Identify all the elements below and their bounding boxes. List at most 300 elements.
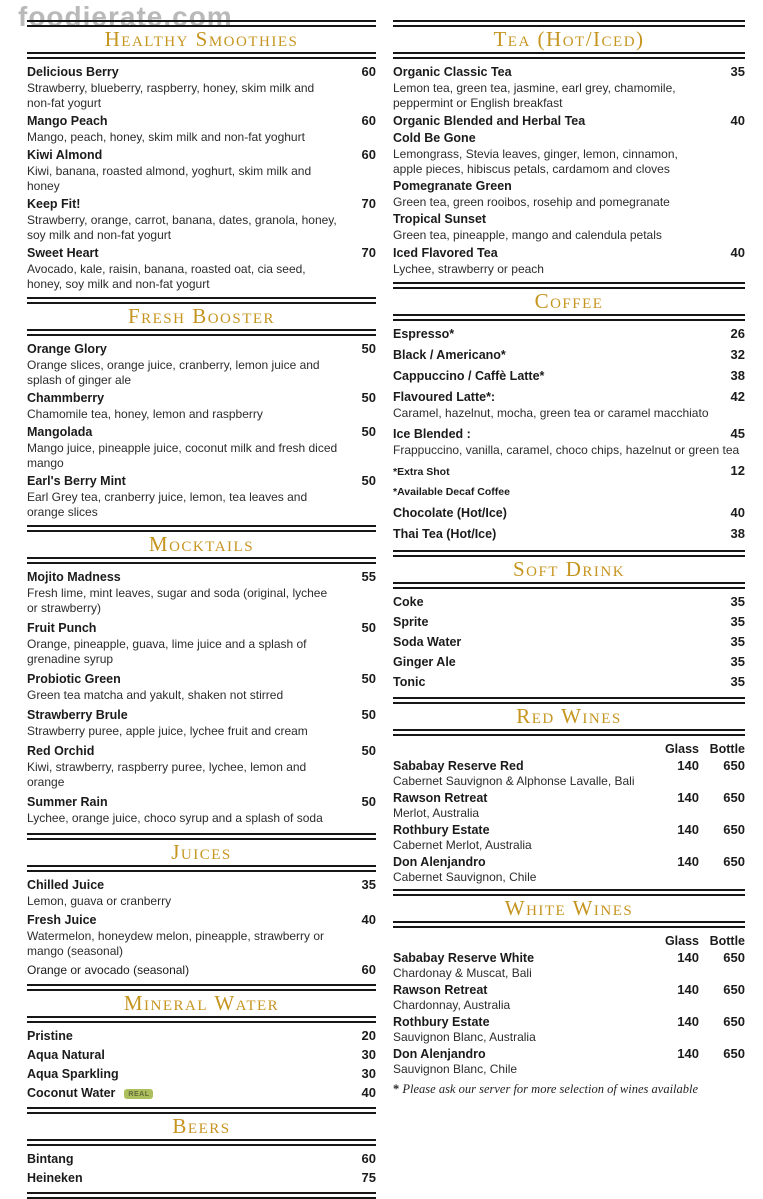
- item-name: Cappuccino / Caffè Latte*: [393, 369, 545, 383]
- menu-item-row: [393, 950, 745, 966]
- item-bottle-price: 650: [723, 982, 745, 997]
- section-divider: [393, 729, 745, 736]
- menu-item-row: [27, 877, 376, 893]
- section-title: Fresh Booster: [127, 304, 276, 328]
- menu-section-fresh-booster: [27, 297, 376, 525]
- item-price: 35: [730, 594, 745, 609]
- item-name: Ginger Ale: [393, 655, 456, 669]
- menu-item-row: [27, 1170, 376, 1186]
- item-description: Cabernet Sauvignon & Alphonse Lavalle, Bali: [393, 774, 635, 788]
- item-description: Mango juice, pineapple juice, coconut milk and fresh diced mango: [27, 441, 338, 470]
- menu-item: [393, 131, 745, 177]
- menu-item-row: [393, 64, 745, 80]
- item-description: Lemon, guava or cranberry: [27, 894, 172, 908]
- item-price: 35: [730, 64, 745, 79]
- menu-item: [393, 614, 745, 630]
- item-price: 50: [361, 671, 376, 686]
- menu-item-row: [393, 614, 745, 630]
- section-title: Red Wines: [516, 704, 622, 728]
- item-price: 35: [730, 614, 745, 629]
- menu-item-row: [27, 794, 376, 810]
- item-description: Strawberry puree, apple juice, lychee fruit and cream: [27, 724, 308, 738]
- menu-item: [393, 426, 745, 458]
- price-column-headers: [393, 742, 745, 756]
- menu-item-row: [393, 389, 745, 405]
- menu-item: [393, 64, 745, 111]
- item-name: Espresso*: [393, 327, 455, 341]
- section-items: [27, 564, 376, 833]
- item-price: 40: [361, 1085, 376, 1100]
- bottle-column-header: Bottle: [709, 742, 745, 756]
- section-items: [27, 1023, 376, 1107]
- menu-item-row: [27, 912, 376, 928]
- menu-item: [27, 341, 376, 388]
- item-name: Tonic: [393, 675, 426, 689]
- menu-item-row: [27, 147, 376, 163]
- menu-item-row: [393, 822, 745, 838]
- item-bottle-price: 650: [723, 1046, 745, 1061]
- menu-item: [27, 1028, 376, 1044]
- item-price: 60: [361, 962, 376, 977]
- item-description: Earl Grey tea, cranberry juice, lemon, tea leaves and orange slices: [27, 490, 308, 519]
- item-glass-price: 140: [677, 1014, 699, 1029]
- menu-item-row: [27, 245, 376, 261]
- menu-item: [393, 594, 745, 610]
- menu-item-row: [393, 212, 745, 227]
- item-description: Cabernet Sauvignon, Chile: [393, 870, 537, 884]
- item-name: Rothbury Estate: [393, 1015, 490, 1029]
- item-price: 38: [730, 526, 745, 541]
- item-name: Probiotic Green: [27, 672, 121, 686]
- item-price: 50: [361, 473, 376, 488]
- section-divider: [393, 282, 745, 289]
- menu-item-row: [393, 326, 745, 342]
- item-description: Caramel, hazelnut, mocha, green tea or caramel macchiato: [393, 406, 709, 420]
- menu-item-row: [393, 982, 745, 998]
- item-description: Merlot, Australia: [393, 806, 480, 820]
- section-divider: [393, 921, 745, 928]
- menu-item-row: [393, 594, 745, 610]
- item-name: Red Orchid: [27, 744, 95, 758]
- item-description: Orange slices, orange juice, cranberry, lemon juice and splash of ginger ale: [27, 358, 320, 387]
- section-items: [393, 736, 745, 889]
- section-divider: [27, 1192, 376, 1199]
- menu-item-row: [393, 179, 745, 194]
- item-price: 35: [361, 877, 376, 892]
- section-title: Juices: [171, 840, 232, 864]
- item-description: Kiwi, strawberry, raspberry puree, lychee, lemon and orange: [27, 760, 307, 789]
- menu-item: [27, 473, 376, 520]
- menu-item-row: [393, 426, 745, 442]
- item-description: Sauvignon Blanc, Chile: [393, 1062, 518, 1076]
- section-divider: [27, 297, 376, 304]
- menu-item-row: [27, 341, 376, 357]
- item-description: Watermelon, honeydew melon, pineapple, strawberry or mango (seasonal): [27, 929, 325, 958]
- menu-item-row: [393, 1046, 745, 1062]
- section-divider: [393, 52, 745, 59]
- item-name: Don Alenjandro: [393, 855, 486, 869]
- item-price: 50: [361, 707, 376, 722]
- menu-item: [27, 390, 376, 422]
- item-name: Aqua Sparkling: [27, 1067, 119, 1081]
- item-name: Organic Classic Tea: [393, 65, 512, 79]
- section-items: [393, 321, 745, 550]
- menu-item: [393, 982, 745, 1013]
- foodierate-watermark-logo: foodierate.com: [18, 1, 233, 32]
- item-name: Flavoured Latte*:: [393, 390, 496, 404]
- menu-item-row: [27, 473, 376, 489]
- item-name: Strawberry Brule: [27, 708, 128, 722]
- item-description: Sauvignon Blanc, Australia: [393, 1030, 536, 1044]
- menu-item: [393, 674, 745, 690]
- menu-item: [393, 245, 745, 277]
- menu-item-row: [393, 854, 745, 870]
- section-divider: [27, 1016, 376, 1023]
- item-description: Lychee, orange juice, choco syrup and a splash of soda: [27, 811, 323, 825]
- menu-item: [393, 790, 745, 821]
- section-divider: [393, 889, 745, 896]
- menu-section-coffee: [393, 282, 745, 550]
- menu-item: [27, 196, 376, 243]
- item-name: Orange Glory: [27, 342, 107, 356]
- menu-item: [393, 389, 745, 421]
- menu-column-left: [27, 20, 376, 1199]
- item-description: Orange, pineapple, guava, lime juice and a splash of grenadine syrup: [27, 637, 307, 666]
- item-name: Coconut Water: [27, 1086, 116, 1100]
- menu-item-row: [27, 424, 376, 440]
- item-name: Heineken: [27, 1171, 83, 1185]
- item-name: *Available Decaf Coffee: [393, 486, 510, 498]
- menu-item: [27, 743, 376, 790]
- section-title: White Wines: [504, 896, 634, 920]
- item-name: Chilled Juice: [27, 878, 105, 892]
- menu-section-soft-drink: [393, 550, 745, 697]
- item-description: Chardonnay, Australia: [393, 998, 511, 1012]
- menu-item-row: [393, 485, 745, 500]
- item-price: 40: [361, 912, 376, 927]
- item-name: Tropical Sunset: [393, 212, 487, 226]
- section-divider: [27, 557, 376, 564]
- menu-item-row: [27, 1085, 376, 1101]
- menu-item: [27, 1170, 376, 1186]
- item-description: Strawberry, blueberry, raspberry, honey, skim milk and non-fat yogurt: [27, 81, 315, 110]
- menu-item: [393, 950, 745, 981]
- menu-item: [27, 1085, 376, 1101]
- menu-item-row: [393, 758, 745, 774]
- price-column-headers: [393, 934, 745, 948]
- item-price: 30: [361, 1047, 376, 1062]
- item-description: Chamomile tea, honey, lemon and raspberry: [27, 407, 263, 421]
- footnote-text: Please ask our server for more selection of wines available: [402, 1082, 699, 1096]
- item-price: 60: [361, 64, 376, 79]
- menu-column-right: [393, 20, 745, 1100]
- menu-item: [27, 877, 376, 909]
- item-name: Mojito Madness: [27, 570, 121, 584]
- item-bottle-price: 650: [723, 950, 745, 965]
- menu-item-row: [393, 634, 745, 650]
- item-price: 35: [730, 674, 745, 689]
- section-divider: [393, 697, 745, 704]
- item-price: 32: [730, 347, 745, 362]
- menu-section-beers: [27, 1107, 376, 1192]
- item-name: Black / Americano*: [393, 348, 506, 362]
- section-items: [393, 589, 745, 697]
- item-price: 12: [730, 463, 745, 478]
- menu-item-row: [393, 526, 745, 542]
- item-name: Mangolada: [27, 425, 93, 439]
- menu-section-healthy-smoothies: [27, 20, 376, 297]
- item-bottle-price: 650: [723, 822, 745, 837]
- menu-item: [27, 1151, 376, 1167]
- menu-section-mineral-water: [27, 984, 376, 1107]
- menu-item: [393, 822, 745, 853]
- menu-section-red-wines: [393, 697, 745, 889]
- item-name: Sababay Reserve Red: [393, 759, 524, 773]
- menu-item: [393, 212, 745, 243]
- menu-item-row: [27, 1151, 376, 1167]
- menu-item-row: [393, 131, 745, 146]
- section-divider: [393, 20, 745, 27]
- section-title: Mocktails: [148, 532, 255, 556]
- menu-item: [393, 526, 745, 542]
- item-name: *Extra Shot: [393, 466, 450, 478]
- item-glass-price: 140: [677, 950, 699, 965]
- menu-item-row: [393, 463, 745, 480]
- item-name: Thai Tea (Hot/Ice): [393, 527, 497, 541]
- glass-column-header: Glass: [664, 934, 699, 948]
- section-items: [27, 336, 376, 525]
- section-title: Tea (Hot/Iced): [493, 27, 645, 51]
- menu-section-white-wines: [393, 889, 745, 1100]
- menu-item-row: [393, 368, 745, 384]
- section-divider: [27, 1139, 376, 1146]
- section-divider: [27, 1107, 376, 1114]
- item-name: Aqua Natural: [27, 1048, 105, 1062]
- section-items: [27, 872, 376, 984]
- item-price: 40: [730, 245, 745, 260]
- section-items: [393, 59, 745, 282]
- item-price: 50: [361, 424, 376, 439]
- item-name: Rawson Retreat: [393, 791, 488, 805]
- item-description: Green tea matcha and yakult, shaken not stirred: [27, 688, 284, 702]
- menu-item: [27, 794, 376, 826]
- item-description: Fresh lime, mint leaves, sugar and soda (original, lychee or strawberry): [27, 586, 328, 615]
- menu-section-mocktails: [27, 525, 376, 833]
- item-name: Ice Blended :: [393, 427, 471, 441]
- item-description: Strawberry, orange, carrot, banana, dates, granola, honey, soy milk and non-fat yogurt: [27, 213, 337, 242]
- menu-item-row: [27, 569, 376, 585]
- menu-item: [393, 179, 745, 210]
- menu-item-row: [27, 113, 376, 129]
- item-description: Kiwi, banana, roasted almond, yoghurt, skim milk and honey: [27, 164, 312, 193]
- item-glass-price: 140: [677, 790, 699, 805]
- item-name: Delicious Berry: [27, 65, 119, 79]
- item-name: Earl's Berry Mint: [27, 474, 126, 488]
- item-price: 35: [730, 654, 745, 669]
- menu-item: [27, 707, 376, 739]
- item-price: 38: [730, 368, 745, 383]
- menu-item-row: [27, 620, 376, 636]
- menu-item: [27, 1047, 376, 1063]
- item-name: Soda Water: [393, 635, 462, 649]
- menu-item: [393, 1046, 745, 1077]
- menu-item-row: [27, 196, 376, 212]
- item-glass-price: 140: [677, 758, 699, 773]
- item-bottle-price: 650: [723, 1014, 745, 1029]
- item-name: Cold Be Gone: [393, 131, 476, 145]
- item-name: Sweet Heart: [27, 246, 99, 260]
- menu-item: [393, 347, 745, 363]
- item-description: Lemon tea, green tea, jasmine, earl grey, chamomile, peppermint or English breakfast: [393, 81, 676, 110]
- item-price: 42: [730, 389, 745, 404]
- menu-item: [27, 245, 376, 292]
- real-coconut-badge: REAL: [124, 1089, 153, 1099]
- section-divider: [393, 314, 745, 321]
- asterisk-mark: *: [393, 1082, 403, 1096]
- item-glass-price: 140: [677, 822, 699, 837]
- item-price: 60: [361, 1151, 376, 1166]
- menu-item: [393, 113, 745, 129]
- item-price: 75: [361, 1170, 376, 1185]
- menu-item: [27, 962, 376, 978]
- item-price: 60: [361, 113, 376, 128]
- menu-item: [393, 368, 745, 384]
- menu-item-row: [27, 671, 376, 687]
- item-description: Mango, peach, honey, skim milk and non-fat yoghurt: [27, 130, 305, 144]
- section-divider: [27, 20, 376, 27]
- item-bottle-price: 650: [723, 758, 745, 773]
- menu-item-row: [27, 390, 376, 406]
- item-name: Pomegranate Green: [393, 179, 512, 193]
- section-divider: [27, 525, 376, 532]
- item-price: 50: [361, 620, 376, 635]
- menu-item: [393, 1014, 745, 1045]
- item-price: 50: [361, 794, 376, 809]
- item-name: Keep Fit!: [27, 197, 81, 211]
- section-title: Mineral Water: [123, 991, 280, 1015]
- menu-item-row: [393, 245, 745, 261]
- item-description: Avocado, kale, raisin, banana, roasted oat, cia seed, honey, soy milk and non-fat yogurt: [27, 262, 306, 291]
- item-name: Rothbury Estate: [393, 823, 490, 837]
- section-divider: [393, 582, 745, 589]
- item-name: Coke: [393, 595, 424, 609]
- menu-item-row: [27, 64, 376, 80]
- menu-item: [27, 569, 376, 616]
- section-divider: [27, 329, 376, 336]
- menu-item: [393, 634, 745, 650]
- item-name: Summer Rain: [27, 795, 108, 809]
- menu-item-row: [393, 347, 745, 363]
- menu-item: [27, 620, 376, 667]
- item-name: Kiwi Almond: [27, 148, 103, 162]
- menu-item: [27, 912, 376, 959]
- menu-section-tea: [393, 20, 745, 282]
- item-price: 50: [361, 743, 376, 758]
- menu-item-row: [27, 743, 376, 759]
- menu-item-row: [393, 113, 745, 129]
- menu-item: [393, 758, 745, 789]
- item-price: 20: [361, 1028, 376, 1043]
- section-divider: [27, 52, 376, 59]
- item-name: Sababay Reserve White: [393, 951, 535, 965]
- item-price: 70: [361, 196, 376, 211]
- menu-item: [27, 64, 376, 111]
- menu-item: [27, 424, 376, 471]
- section-divider: [393, 550, 745, 557]
- section-divider: [27, 833, 376, 840]
- section-title: Healthy Smoothies: [104, 27, 299, 51]
- item-price: 70: [361, 245, 376, 260]
- item-price: 26: [730, 326, 745, 341]
- menu-item-row: [393, 790, 745, 806]
- menu-item-row: [393, 674, 745, 690]
- item-description: Frappuccino, vanilla, caramel, choco chips, hazelnut or green tea: [393, 443, 740, 457]
- section-items: [27, 1146, 376, 1192]
- menu-item-row: [27, 962, 376, 978]
- item-description: Cabernet Merlot, Australia: [393, 838, 532, 852]
- item-name: Orange or avocado (seasonal): [27, 963, 190, 977]
- item-name: Chocolate (Hot/Ice): [393, 506, 507, 520]
- item-name: Rawson Retreat: [393, 983, 488, 997]
- menu-item-row: [27, 707, 376, 723]
- item-price: 50: [361, 341, 376, 356]
- menu-item: [393, 854, 745, 885]
- section-title: Beers: [172, 1114, 231, 1138]
- item-glass-price: 140: [677, 1046, 699, 1061]
- item-price: 55: [361, 569, 376, 584]
- section-title: Soft Drink: [512, 557, 626, 581]
- item-price: 40: [730, 113, 745, 128]
- menu-item: [27, 671, 376, 703]
- section-items: [393, 928, 745, 1100]
- item-glass-price: 140: [677, 982, 699, 997]
- item-description: Green tea, pineapple, mango and calendula petals: [393, 228, 662, 242]
- item-bottle-price: 650: [723, 790, 745, 805]
- section-items: [27, 59, 376, 297]
- item-price: 50: [361, 390, 376, 405]
- menu-item-row: [393, 505, 745, 521]
- menu-item: [393, 485, 745, 500]
- item-glass-price: 140: [677, 854, 699, 869]
- item-name: Pristine: [27, 1029, 73, 1043]
- item-description: Green tea, green rooibos, rosehip and pomegranate: [393, 195, 670, 209]
- item-name: Organic Blended and Herbal Tea: [393, 114, 586, 128]
- item-name: Don Alenjandro: [393, 1047, 486, 1061]
- menu-item: [393, 463, 745, 480]
- menu-item-row: [393, 654, 745, 670]
- item-description: Lemongrass, Stevia leaves, ginger, lemon, cinnamon, apple pieces, hibiscus petals, cardamom and cloves: [393, 147, 678, 176]
- item-price: 35: [730, 634, 745, 649]
- item-name: Iced Flavored Tea: [393, 246, 498, 260]
- item-name: Chammberry: [27, 391, 105, 405]
- menu-item-row: [27, 1028, 376, 1044]
- item-name: Fruit Punch: [27, 621, 97, 635]
- menu-item: [393, 326, 745, 342]
- item-name: Mango Peach: [27, 114, 108, 128]
- section-divider: [27, 984, 376, 991]
- menu-item: [27, 147, 376, 194]
- item-price: 45: [730, 426, 745, 441]
- item-name: Sprite: [393, 615, 429, 629]
- item-price: 60: [361, 147, 376, 162]
- item-description: Chardonay & Muscat, Bali: [393, 966, 532, 980]
- bottle-column-header: Bottle: [709, 934, 745, 948]
- wine-footnote: [393, 1082, 745, 1097]
- menu-item: [393, 654, 745, 670]
- section-title: Coffee: [534, 289, 604, 313]
- section-divider: [27, 865, 376, 872]
- item-description: Lychee, strawberry or peach: [393, 262, 544, 276]
